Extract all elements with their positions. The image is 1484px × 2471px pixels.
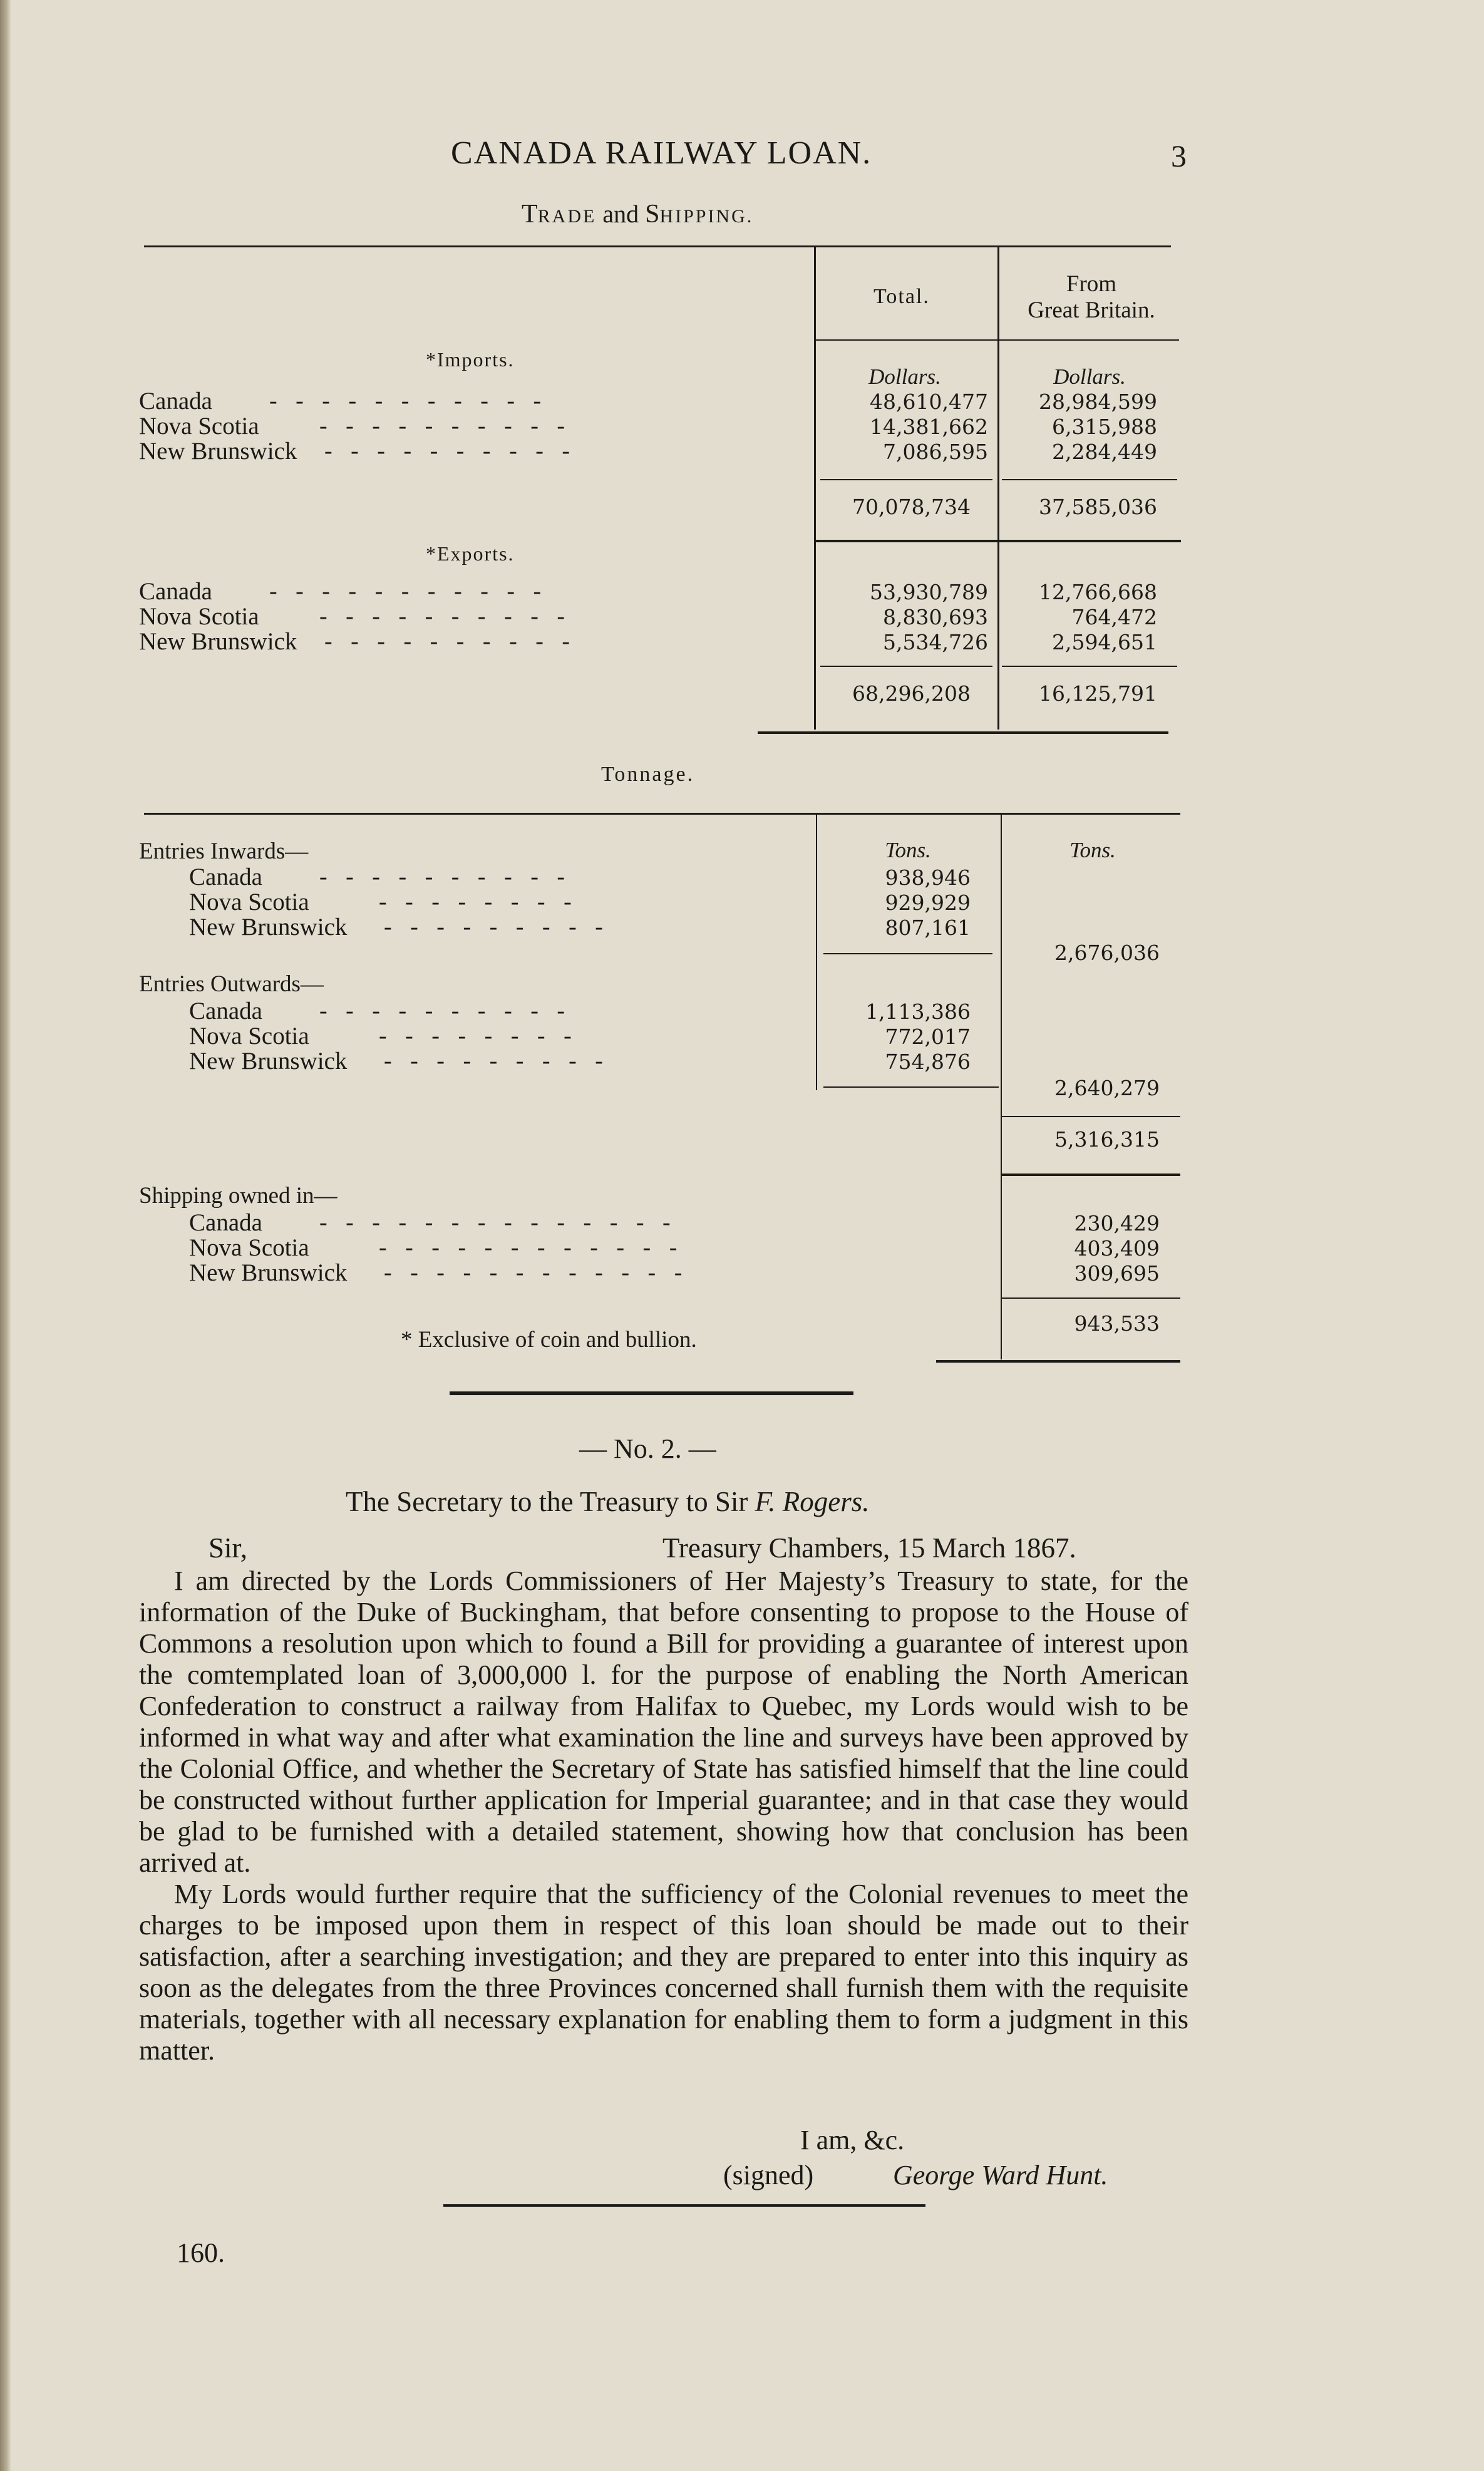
shipping-label: Shipping owned in— — [139, 1183, 338, 1209]
shipping-row-label: Canada — [189, 1209, 262, 1236]
leader-dots: - - - - - - - - - - - - - - — [319, 1209, 677, 1236]
leader-dots: - - - - - - - - - - — [319, 864, 572, 890]
leader-dots: - - - - - - - - - — [384, 914, 609, 940]
inwards-row-label: Canada — [189, 864, 262, 890]
inwards-value: 938,946 — [885, 865, 971, 890]
column-header-total: Total. — [873, 285, 930, 308]
sheet-number: 160. — [177, 2237, 225, 2268]
signed-note: (signed) — [723, 2160, 814, 2190]
shipping-value: 403,409 — [1074, 1236, 1160, 1261]
closing-rule — [443, 2204, 925, 2207]
document-number: — No. 2. — — [579, 1433, 716, 1464]
table-top-rule — [144, 245, 1171, 247]
shipping-total: 943,533 — [1074, 1311, 1160, 1336]
imports-gb-value: 2,284,449 — [1052, 440, 1157, 464]
imports-row-label: Nova Scotia — [139, 413, 259, 440]
tonnage-top-rule — [144, 813, 1180, 815]
letter-body — [139, 1566, 1188, 2066]
leader-dots: - - - - - - - - - - — [319, 413, 572, 439]
page-number: 3 — [1171, 138, 1187, 173]
imports-heading: *Imports. — [426, 348, 515, 371]
double-rule — [999, 540, 1181, 542]
tonnage-unit-right: Tons. — [1069, 838, 1116, 862]
imports-sum-gb: 37,585,036 — [1039, 495, 1157, 519]
table-bottom-rule — [758, 731, 1168, 734]
exports-row-label: Canada — [139, 578, 212, 605]
imports-sum-total: 70,078,734 — [852, 495, 971, 519]
header-rule — [816, 339, 1179, 341]
dateline: Treasury Chambers, 15 March 1867. — [662, 1532, 1076, 1564]
imports-total-value: 14,381,662 — [870, 415, 988, 439]
exports-total-value: 8,830,693 — [883, 605, 988, 629]
footnote: * Exclusive of coin and bullion. — [401, 1327, 697, 1353]
tonnage-heading: Tonnage. — [601, 763, 695, 786]
sum-rule — [820, 479, 992, 480]
exports-row-label: New Brunswick — [139, 628, 297, 655]
imports-row-label: New Brunswick — [139, 438, 297, 465]
shipping-row-label: Nova Scotia — [189, 1234, 309, 1261]
sum-rule — [1002, 666, 1177, 667]
exports-row-label: Nova Scotia — [139, 603, 259, 630]
outwards-total: 2,640,279 — [1054, 1076, 1160, 1100]
tonnage-bottom-rule — [936, 1360, 1180, 1363]
inwards-row-label: Nova Scotia — [189, 889, 309, 916]
page-spine — [0, 0, 11, 2471]
column-rule-gb — [997, 247, 999, 730]
signature: George Ward Hunt. — [893, 2160, 1108, 2190]
outwards-value: 754,876 — [885, 1050, 971, 1074]
column-rule-total — [814, 247, 816, 730]
salutation: Sir, — [209, 1532, 247, 1564]
imports-gb-value: 6,315,988 — [1052, 415, 1157, 439]
paragraph: I am directed by the Lords Commissioners of Her Majesty’s Treasury to state, for the information of the Duke of Buckingham, that before consenting to propose to the House of Commons a resolution upon which to found a Bill for providing a guarantee of interest upon the comtemplated loan of 3,000,000 l. for the purpose of enabling the North American Confederation to construct a railway from Halifax to Quebec, my Lords would wish to be informed in what way and after what examination the line and surveys have been approved by the Colonial Office, and whether the Secretary of State has satisfied himself that the line could be constructed without further application for Imperial guarantee; and in that case they would be glad to be furnished with a detailed statement, showing how that conclusion has been arrived at. — [139, 1566, 1188, 1878]
outwards-value: 1,113,386 — [865, 999, 971, 1024]
inwards-value: 807,161 — [885, 916, 971, 940]
sum-rule — [820, 666, 992, 667]
unit-total: Dollars. — [868, 364, 941, 389]
sum-rule — [823, 953, 992, 954]
outwards-row-label: Nova Scotia — [189, 1023, 309, 1050]
double-rule — [1002, 1174, 1180, 1176]
leader-dots: - - - - - - - - - - — [324, 628, 577, 654]
exports-total-value: 53,930,789 — [870, 580, 988, 604]
imports-gb-value: 28,984,599 — [1039, 389, 1157, 414]
exports-gb-value: 2,594,651 — [1052, 630, 1157, 654]
outwards-row-label: Canada — [189, 998, 262, 1024]
tonnage-grand-total: 5,316,315 — [1054, 1127, 1160, 1152]
inwards-value: 929,929 — [885, 890, 971, 915]
inwards-label: Entries Inwards— — [139, 838, 309, 864]
column-header-gb-1: From — [1066, 271, 1117, 297]
page-title: CANADA RAILWAY LOAN. — [451, 135, 872, 171]
sum-rule — [823, 1086, 999, 1088]
exports-sum-total: 68,296,208 — [852, 681, 971, 706]
leader-dots: - - - - - - - - - - — [319, 603, 572, 629]
double-rule — [816, 540, 997, 542]
imports-total-value: 7,086,595 — [883, 440, 988, 464]
leader-dots: - - - - - - - - — [379, 1023, 578, 1049]
section-subtitle: TRADE and SHIPPING. — [522, 200, 754, 229]
outwards-row-label: New Brunswick — [189, 1048, 348, 1075]
outwards-label: Entries Outwards— — [139, 971, 324, 997]
section-divider — [450, 1391, 853, 1395]
leader-dots: - - - - - - - - - — [384, 1048, 609, 1074]
exports-sum-gb: 16,125,791 — [1039, 681, 1157, 706]
shipping-value: 230,429 — [1074, 1211, 1160, 1236]
unit-gb: Dollars. — [1053, 364, 1126, 389]
imports-total-value: 48,610,477 — [870, 389, 988, 414]
exports-gb-value: 12,766,668 — [1039, 580, 1157, 604]
leader-dots: - - - - - - - - — [379, 889, 578, 915]
leader-dots: - - - - - - - - - - - — [269, 578, 548, 604]
sum-rule — [1002, 1297, 1180, 1299]
inwards-row-label: New Brunswick — [189, 914, 348, 941]
closing: I am, &c. — [800, 2125, 905, 2155]
shipping-value: 309,695 — [1074, 1261, 1160, 1286]
outwards-value: 772,017 — [885, 1024, 971, 1049]
letter-title: The Secretary to the Treasury to Sir F. Rogers. — [346, 1486, 870, 1517]
tonnage-unit-left: Tons. — [885, 838, 931, 862]
tonnage-column-rule — [816, 815, 817, 1090]
shipping-row-label: New Brunswick — [189, 1259, 348, 1286]
leader-dots: - - - - - - - - - - - - — [379, 1234, 684, 1261]
exports-heading: *Exports. — [426, 542, 515, 565]
column-header-gb-2: Great Britain. — [1028, 297, 1155, 323]
inwards-total: 2,676,036 — [1054, 941, 1160, 965]
exports-total-value: 5,534,726 — [883, 630, 988, 654]
leader-dots: - - - - - - - - - - — [319, 998, 572, 1024]
paragraph: My Lords would further require that the sufficiency of the Colonial revenues to meet the charges to be imposed upon them in respect of this loan should be made out to their satisfaction, after a searching investigation; and they are prepared to enter into this inquiry as soon as the delegates from the three Provinces concerned shall furnish them with the requisite materials, together with all necessary explanation for enabling them to form a judgment in this matter. — [139, 1879, 1188, 2066]
exports-gb-value: 764,472 — [1071, 605, 1157, 629]
leader-dots: - - - - - - - - - - - - — [384, 1259, 689, 1286]
leader-dots: - - - - - - - - - - - — [269, 388, 548, 414]
sum-rule — [1002, 1116, 1180, 1117]
leader-dots: - - - - - - - - - - — [324, 438, 577, 464]
sum-rule — [1002, 479, 1177, 480]
imports-row-label: Canada — [139, 388, 212, 415]
